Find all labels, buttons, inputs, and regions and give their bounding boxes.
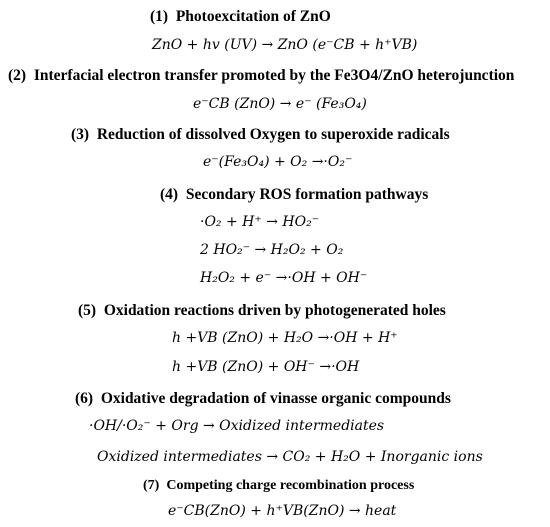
section-2-number: (2) (8, 67, 27, 84)
equation-1-1-text: ZnO + hv (UV) → ZnO (e⁻CB + h⁺VB) (152, 37, 418, 53)
section-6-title: Oxidative degradation of vinasse organic compounds (100, 390, 451, 407)
equation-4-3 (200, 271, 367, 285)
equation-6-2-text: Oxidized intermediates → CO₂ + H₂O + Inorganic ions (97, 449, 483, 465)
section-4-title: Secondary ROS formation pathways (185, 186, 429, 203)
equation-6-2 (97, 450, 483, 464)
equation-3-1 (203, 155, 352, 169)
section-7-heading (143, 479, 414, 493)
section-1-number: (1) (150, 8, 169, 25)
section-6-number: (6) (75, 390, 94, 407)
section-3-heading (71, 127, 450, 143)
section-1-title: Photoexcitation of ZnO (175, 8, 331, 25)
section-4-number: (4) (160, 186, 179, 203)
equation-2-1 (193, 97, 367, 111)
equation-5-2 (172, 360, 359, 374)
section-2-heading (8, 68, 514, 84)
equation-4-2-text: 2 HO₂⁻ → H₂O₂ + O₂ (200, 242, 344, 258)
section-3-number: (3) (71, 126, 90, 143)
section-6-heading (75, 391, 451, 407)
equation-4-3-text: H₂O₂ + e⁻ →·OH + OH⁻ (200, 270, 368, 286)
equation-4-1 (200, 215, 319, 229)
equation-6-1-text: ·OH/·O₂⁻ + Org → Oxidized intermediates (89, 418, 385, 434)
equation-1-1 (152, 38, 417, 52)
section-5-number: (5) (78, 302, 97, 319)
equation-4-1-text: ·O₂ + H⁺ → HO₂⁻ (200, 214, 320, 230)
section-2-title: Interfacial electron transfer promoted by the Fe3O4/ZnO heterojunction (33, 67, 515, 84)
equation-4-2 (200, 243, 343, 257)
equation-6-1 (89, 419, 384, 433)
equation-5-1-text: h +VB (ZnO) + H₂O →·OH + H⁺ (172, 330, 398, 346)
equation-7-1 (168, 504, 396, 518)
equation-3-1-text: e⁻(Fe₃O₄) + O₂ →·O₂⁻ (203, 154, 353, 170)
section-4-heading (160, 187, 428, 203)
section-1-heading (150, 9, 331, 25)
section-7-number: (7) (143, 478, 160, 493)
equation-7-1-text: e⁻CB(ZnO) + h⁺VB(ZnO) → heat (168, 503, 397, 519)
equation-5-2-text: h +VB (ZnO) + OH⁻ →·OH (172, 359, 360, 375)
equation-2-1-text: e⁻CB (ZnO) → e⁻ (Fe₃O₄) (193, 96, 367, 112)
equation-5-1 (172, 331, 398, 345)
section-3-title: Reduction of dissolved Oxygen to superoxide radicals (96, 126, 450, 143)
section-7-title: Competing charge recombination process (166, 478, 415, 493)
section-5-heading (78, 303, 446, 319)
section-5-title: Oxidation reactions driven by photogenerated holes (103, 302, 446, 319)
